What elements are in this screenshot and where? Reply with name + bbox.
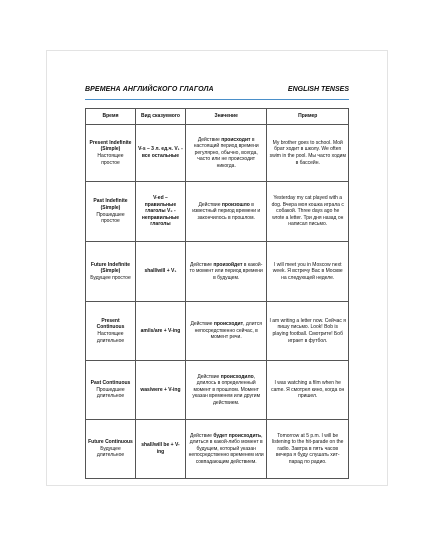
meaning-lead: Действие bbox=[197, 373, 221, 380]
tense-name-russian: Будущее простое bbox=[90, 274, 131, 281]
tense-name-english: Future Indefinite (Simple) bbox=[90, 261, 131, 275]
meaning-lead: Действие bbox=[197, 136, 222, 143]
meaning-lead: Действие bbox=[189, 432, 214, 439]
meaning-verb: произошло bbox=[221, 201, 250, 208]
example-text: My brother goes to school. Мой брат ходит в школу. We often swim in the pool. Мы часто ходим в бассейн. bbox=[269, 139, 346, 166]
tense-name-russian: Настоящее простое bbox=[97, 153, 124, 166]
example-cell bbox=[267, 302, 349, 361]
example-cell bbox=[267, 125, 349, 182]
tense-name-russian: Прошедшее длительное bbox=[96, 386, 125, 400]
tenses-table bbox=[85, 108, 349, 479]
tense-name-english: Future Continuous bbox=[88, 439, 133, 446]
tense-cell bbox=[86, 420, 136, 479]
verb-form: shall/will be + V-ing bbox=[141, 442, 180, 455]
example-cell bbox=[267, 361, 349, 420]
tense-name-english: Present Indefinite (Simple) bbox=[89, 139, 132, 153]
meaning-rest: , длится непосредственно сейчас, в момент речи. bbox=[194, 321, 262, 341]
meaning-verb: происходит bbox=[213, 321, 244, 328]
tense-name-english: Present Continuous bbox=[96, 317, 125, 331]
table-row bbox=[86, 420, 349, 479]
tense-name-russian: Настоящее длительное bbox=[96, 331, 125, 344]
title-english: ENGLISH TENSES bbox=[287, 86, 349, 93]
column-header-form: Вид сказуемого bbox=[135, 109, 185, 125]
form-cell bbox=[135, 420, 185, 479]
example-text: Tomorrow at 5 p.m. I will be listening to the hit-parade on the radio. Завтра в пять часов вечера я буду слушать хит-парад по радио. bbox=[272, 432, 344, 465]
column-header-tense: Время bbox=[86, 109, 136, 125]
title-russian: ВРЕМЕНА АНГЛИЙСКОГО ГЛАГОЛА bbox=[85, 86, 214, 93]
tense-name-english: Past Continuous bbox=[90, 380, 131, 387]
verb-form: V-s – 3 л. ед.ч. V₁ - все остальные bbox=[138, 146, 183, 159]
meaning-rest: в настоящий период времени регулярно, обычно, всегда, часто или не происходит никогда. bbox=[193, 136, 259, 169]
column-header-meaning: Значение bbox=[185, 109, 267, 125]
tense-cell bbox=[86, 302, 136, 361]
form-cell bbox=[135, 302, 185, 361]
example-text: Yesterday my cat played with a dog. Вчера моя кошка играла с собакой. Three days ago he wrote a letter. Три дня назад он написал письмо. bbox=[271, 195, 344, 228]
meaning-verb: произойдет bbox=[213, 261, 243, 268]
example-text: I am writing a letter now. Сейчас я пишу письмо. Look! Bob is playing football. Смотрите! Боб играет в футбол. bbox=[269, 317, 346, 344]
table-row bbox=[86, 242, 349, 302]
example-cell bbox=[267, 182, 349, 242]
table-row bbox=[86, 182, 349, 242]
meaning-verb: происходит bbox=[221, 136, 251, 143]
table-row bbox=[86, 302, 349, 361]
form-cell bbox=[135, 242, 185, 302]
meaning-text bbox=[188, 374, 265, 407]
meaning-rest: , длиться в какой-либо момент в будущем, который указан непосредственно временем или совпадающим действием. bbox=[188, 432, 264, 465]
meaning-lead: Действие bbox=[190, 321, 214, 328]
tense-cell bbox=[86, 361, 136, 420]
meaning-cell bbox=[185, 361, 267, 420]
form-cell bbox=[135, 182, 185, 242]
meaning-text bbox=[188, 202, 265, 222]
example-cell bbox=[267, 242, 349, 302]
document-page bbox=[46, 50, 388, 486]
meaning-lead: Действие bbox=[198, 201, 222, 208]
meaning-verb: происходило bbox=[220, 373, 254, 380]
verb-form: shall/will + V₁ bbox=[144, 268, 177, 275]
table-header-row bbox=[86, 109, 349, 125]
example-text: I will meet you in Moscow next week. Я встречу Вас в Москве на следующей неделе. bbox=[272, 261, 343, 281]
tense-cell bbox=[86, 125, 136, 182]
meaning-rest: в известный период времени и закончилось в прошлом. bbox=[192, 201, 261, 221]
tense-cell bbox=[86, 182, 136, 242]
meaning-lead: Действие bbox=[189, 261, 214, 268]
meaning-cell bbox=[185, 420, 267, 479]
verb-form: was/were + V-ing bbox=[140, 386, 181, 393]
example-cell bbox=[267, 420, 349, 479]
meaning-rest: , длилось в определенный момент в прошлом. Момент указан временем или другим действием. bbox=[192, 373, 261, 406]
table-row bbox=[86, 125, 349, 182]
meaning-text bbox=[188, 262, 265, 282]
table-row bbox=[86, 361, 349, 420]
meaning-text bbox=[188, 433, 265, 466]
meaning-cell bbox=[185, 182, 267, 242]
meaning-text bbox=[188, 137, 265, 170]
tense-name-russian: Прошедшее простое bbox=[96, 211, 125, 225]
verb-form: am/is/are + V-ing bbox=[140, 327, 181, 334]
verb-form: V-ed – правильные глаголы V₂ - неправильные глаголы bbox=[141, 195, 180, 228]
form-cell bbox=[135, 125, 185, 182]
tense-name-english: Past Indefinite (Simple) bbox=[93, 198, 128, 211]
meaning-cell bbox=[185, 125, 267, 182]
column-header-example: Пример bbox=[267, 109, 349, 125]
form-cell bbox=[135, 361, 185, 420]
example-text: I was watching a film when he came. Я смотрел кино, когда он пришел. bbox=[271, 380, 345, 400]
meaning-cell bbox=[185, 302, 267, 361]
meaning-cell bbox=[185, 242, 267, 302]
page-header bbox=[85, 85, 349, 100]
tense-name-russian: Будущее длительное bbox=[96, 445, 125, 459]
tense-cell bbox=[86, 242, 136, 302]
meaning-verb: будет происходить bbox=[213, 432, 262, 439]
meaning-text bbox=[188, 321, 265, 341]
meaning-rest: в какой-то момент или период времени в будущем. bbox=[189, 261, 263, 281]
